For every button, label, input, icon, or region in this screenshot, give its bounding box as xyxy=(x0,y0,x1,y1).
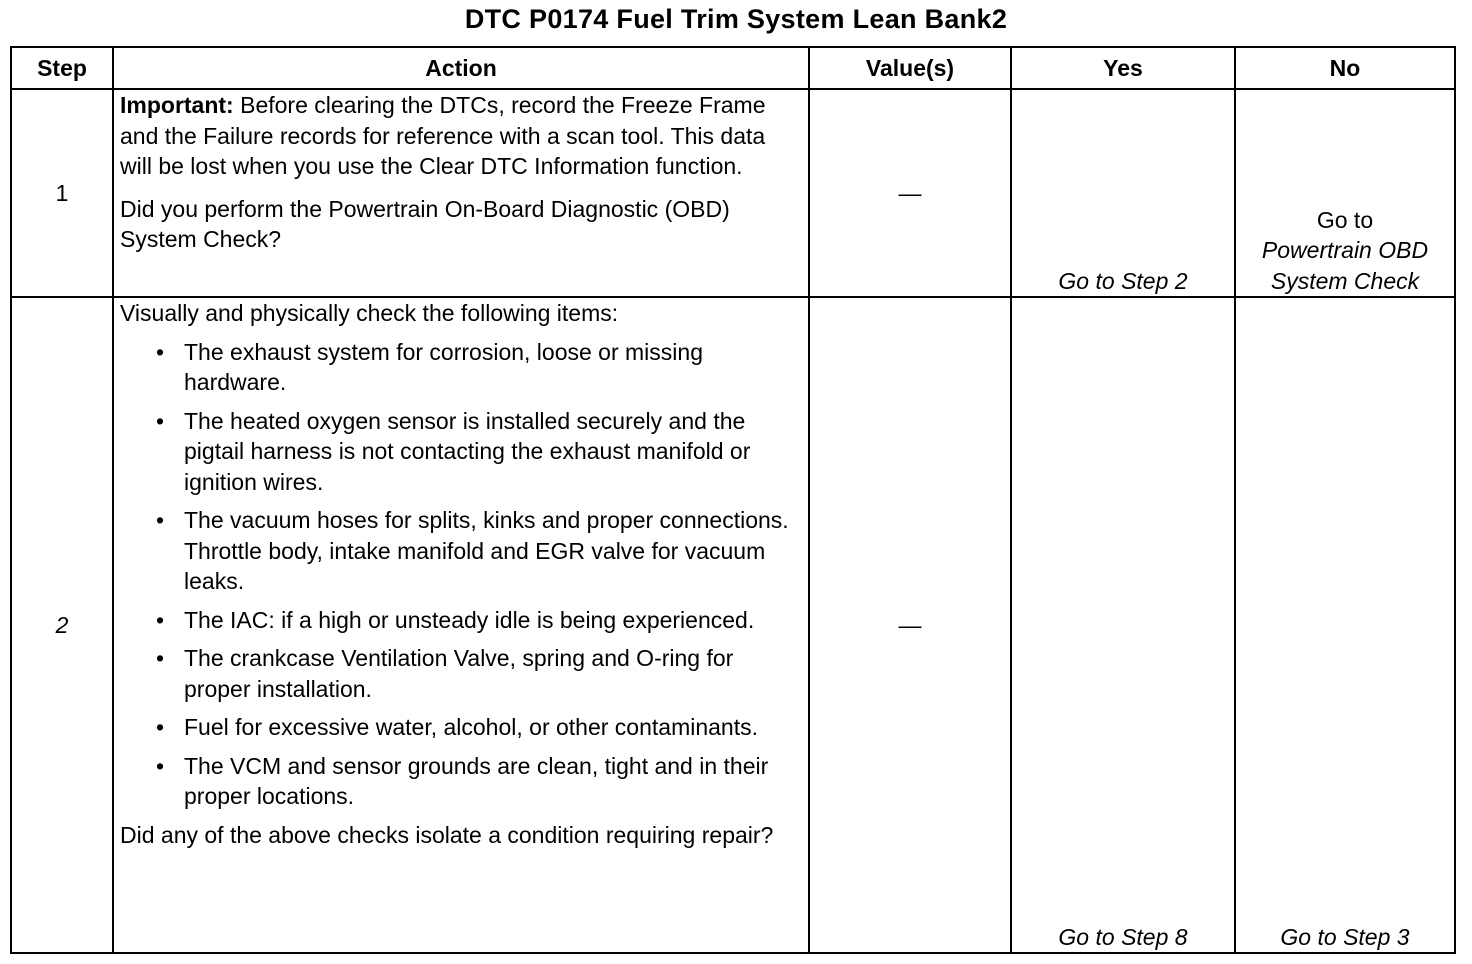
check-list xyxy=(120,337,802,812)
step-number: 2 xyxy=(11,297,113,953)
no-link[interactable]: Powertrain OBD System Check xyxy=(1261,237,1429,294)
check-intro: Visually and physically check the following items: xyxy=(120,300,619,326)
bullet-icon: • xyxy=(156,338,165,365)
bullet-icon: • xyxy=(156,714,165,740)
list-item: • The vacuum hoses for splits, kinks and proper connections. Throttle body, intake manifold and EGR valve for vacuum leaks. xyxy=(156,507,789,594)
list-item: • The IAC: if a high or unsteady idle is being experienced. xyxy=(120,605,802,636)
list-item: • Fuel for excessive water, alcohol, or other contaminants. xyxy=(120,712,802,743)
action-cell xyxy=(113,297,809,953)
list-item: • The VCM and sensor grounds are clean, tight and in their proper locations. xyxy=(156,752,769,809)
no-link[interactable]: Go to Step 3 xyxy=(1235,297,1455,953)
important-note xyxy=(120,90,802,182)
header-step: Step xyxy=(11,47,113,89)
no-cell[interactable] xyxy=(1235,89,1455,297)
yes-link[interactable]: Go to Step 2 xyxy=(1011,89,1235,297)
step-question: Did any of the above checks isolate a condition requiring repair? xyxy=(120,821,774,848)
header-yes: Yes xyxy=(1011,47,1235,89)
table-row-step-2 xyxy=(11,297,1455,953)
diagnostic-table xyxy=(10,46,1456,954)
header-values: Value(s) xyxy=(809,47,1011,89)
header-no: No xyxy=(1235,47,1455,89)
bullet-icon: • xyxy=(156,645,165,671)
important-text: Before clearing the DTCs, record the Freeze Frame and the Failure records for reference with a scan tool. This data will be lost when you use the Clear DTC Information function. xyxy=(120,92,766,179)
action-cell xyxy=(113,89,809,297)
header-action: Action xyxy=(113,47,809,89)
table-row-step-1 xyxy=(11,89,1455,297)
bullet-icon: • xyxy=(156,407,165,434)
step-question: Did you perform the Powertrain On-Board Diagnostic (OBD) System Check? xyxy=(120,195,730,252)
value-cell: — xyxy=(809,297,1011,953)
yes-link[interactable]: Go to Step 8 xyxy=(1011,297,1235,953)
important-label: Important: xyxy=(120,92,234,118)
value-cell: — xyxy=(809,89,1011,297)
list-item: • The heated oxygen sensor is installed securely and the pigtail harness is not contacting the exhaust manifold or ignition wires. xyxy=(156,407,751,495)
page-title: DTC P0174 Fuel Trim System Lean Bank2 xyxy=(464,4,1008,34)
header-row xyxy=(11,47,1455,89)
no-prefix: Go to xyxy=(1316,206,1374,233)
bullet-icon: • xyxy=(156,752,165,779)
list-item: • The crankcase Ventilation Valve, spring and O-ring for proper installation. xyxy=(156,645,734,702)
step-number: 1 xyxy=(11,89,113,297)
list-item: • The exhaust system for corrosion, loose or missing hardware. xyxy=(156,338,703,395)
bullet-icon: • xyxy=(156,507,165,533)
bullet-icon: • xyxy=(156,606,165,633)
